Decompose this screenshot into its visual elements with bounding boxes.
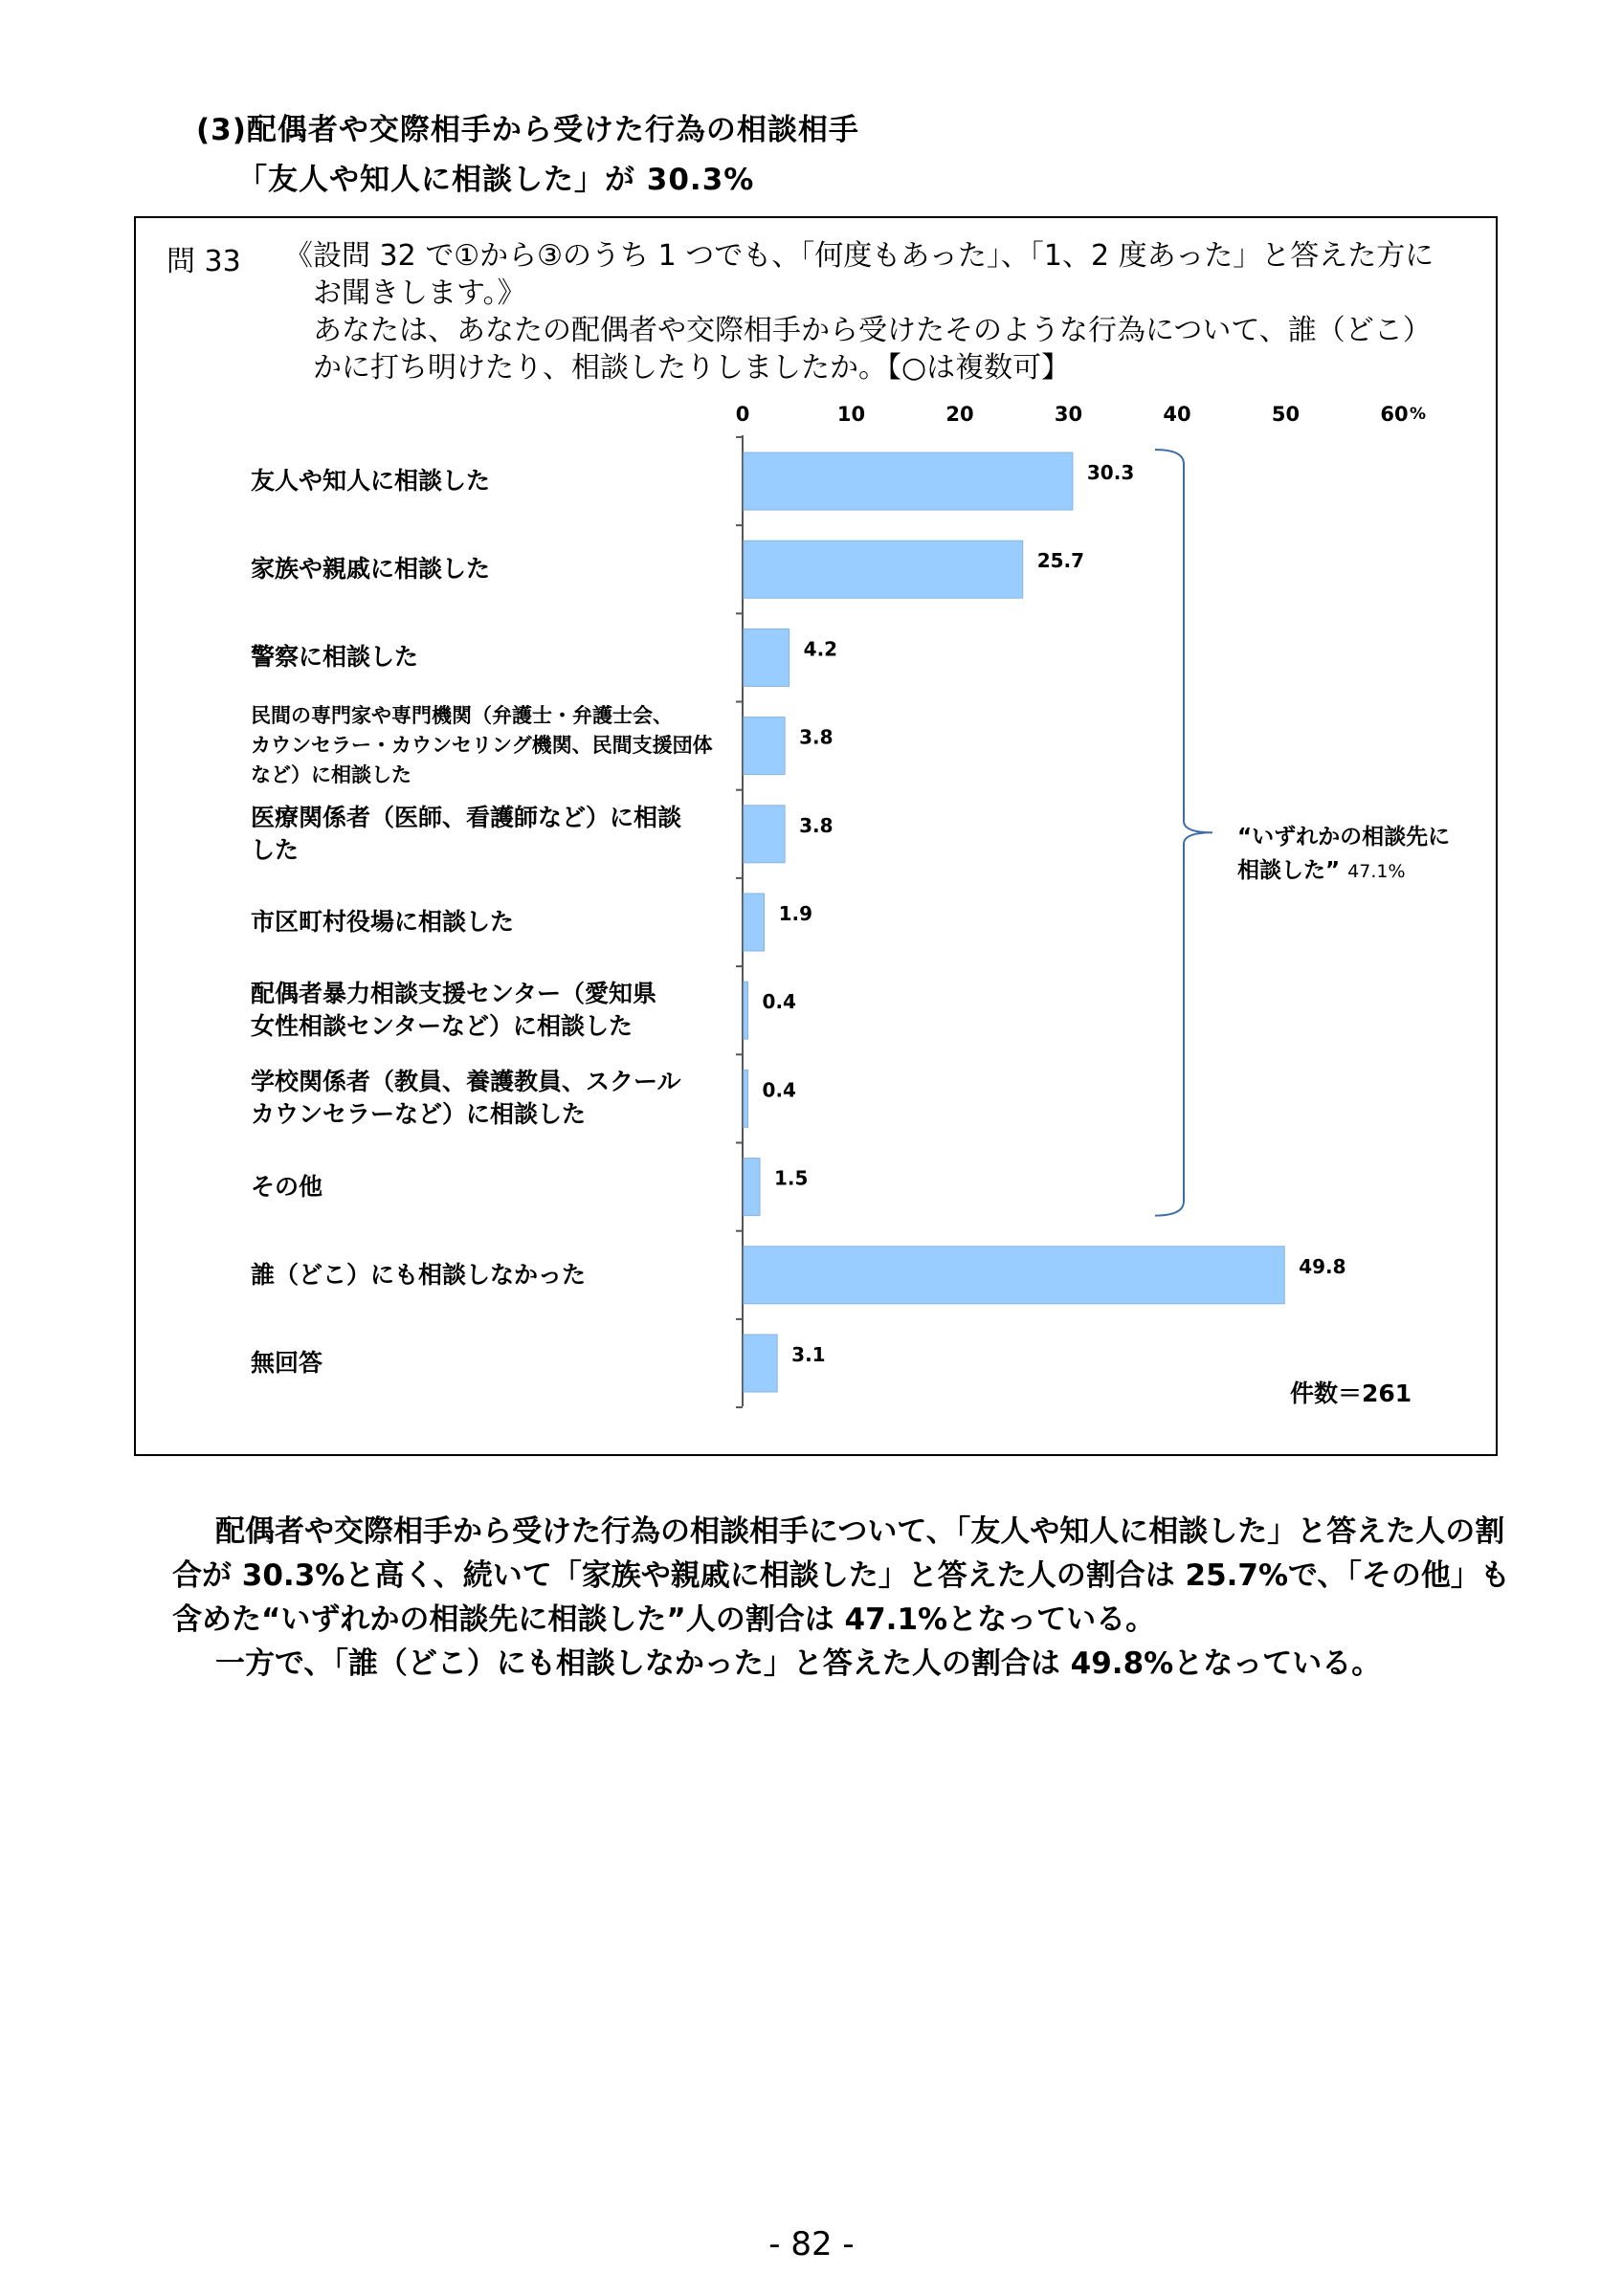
category-label-line: カウンセラーなど）に相談した [251, 1100, 587, 1129]
question-line-4: かに打ち明けたり、相談したりしましたか。【○は複数可】 [313, 351, 1071, 385]
category-label-line: 配偶者暴力相談支援センター（愛知県 [251, 980, 657, 1008]
data-label: 30.3 [1086, 461, 1135, 484]
category-label-line: 無回答 [251, 1349, 323, 1377]
category-label-line: など）に相談した [251, 763, 411, 787]
category-label-line: 誰（どこ）にも相談しなかった [251, 1260, 587, 1289]
x-tick-label: 60 [1380, 403, 1409, 426]
bar [744, 1335, 777, 1392]
section-heading: (3)配偶者や交際相手から受けた行為の相談相手 [196, 113, 859, 147]
bar [744, 982, 748, 1039]
data-label: 0.4 [762, 990, 796, 1014]
category-label-line: 医療関係者（医師、看護師など）に相談 [251, 803, 682, 831]
x-unit-label: % [1410, 405, 1427, 424]
data-label: 3.8 [799, 813, 834, 837]
section-subheading: 「友人や知人に相談した」が 30.3% [237, 163, 755, 197]
bar [744, 541, 1023, 598]
data-label: 25.7 [1036, 549, 1085, 573]
bar [744, 718, 785, 775]
x-tick-label: 30 [1054, 403, 1083, 426]
sample-count: 件数＝261 [1290, 1380, 1412, 1407]
bar [744, 806, 785, 863]
category-label-line: した [251, 835, 300, 864]
bar [744, 453, 1073, 510]
data-label: 49.8 [1299, 1254, 1346, 1278]
bracket-note [1237, 821, 1450, 889]
category-label-line: 市区町村役場に相談した [251, 908, 515, 936]
bar [744, 1247, 1284, 1304]
bar [744, 629, 789, 686]
question-line-1: 《設問 32 で①から③のうち 1 つでも、「何度もあった」、「1、2 度あった」と答えた方に [284, 239, 1434, 273]
bar [744, 1159, 760, 1216]
bar [744, 894, 765, 951]
x-tick-label: 10 [836, 403, 866, 426]
bar [744, 1070, 748, 1127]
question-line-3: あなたは、あなたの配偶者や交際相手から受けたそのような行為について、誰（どこ） [313, 314, 1432, 347]
x-tick-label: 50 [1271, 403, 1301, 426]
data-label: 0.4 [762, 1078, 796, 1102]
data-label: 1.9 [778, 902, 813, 925]
x-tick-label: 40 [1163, 403, 1191, 426]
category-label-line: 友人や知人に相談した [251, 467, 491, 495]
x-tick-label: 0 [735, 403, 750, 426]
summary-text [172, 1510, 1531, 1686]
bracket-note-line-2 [1237, 854, 1450, 889]
bracket-note-value: 47.1% [1347, 861, 1406, 882]
question-line-2: お聞きします。》 [313, 276, 526, 310]
category-label-line: 家族や親戚に相談した [251, 555, 491, 584]
category-label-line: その他 [251, 1172, 323, 1201]
data-label: 1.5 [774, 1166, 809, 1190]
category-label-line: 学校関係者（教員、養護教員、スクール [251, 1068, 681, 1096]
category-label-line: 警察に相談した [251, 643, 419, 672]
category-label-line: 民間の専門家や専門機関（弁護士・弁護士会、 [251, 704, 673, 728]
data-label: 3.8 [799, 725, 834, 749]
bracket [1155, 450, 1212, 1216]
data-label: 3.1 [791, 1343, 826, 1366]
x-tick-label: 20 [945, 403, 974, 426]
data-label: 4.2 [803, 637, 838, 661]
summary-paragraph-1: 配偶者や交際相手から受けた行為の相談相手について、「友人や知人に相談した」と答えた人の割合が 30.3%と高く、続いて「家族や親戚に相談した」と答えた人の割合は 25.7%で、「その他」も含めた“いずれかの相談先に相談した”人の割合は 47.1%となっている。 [172, 1514, 1510, 1637]
bracket-note-text: 相談した” [1237, 858, 1341, 883]
page-number: - 82 - [768, 2225, 855, 2263]
bracket-note-line-1: “いずれかの相談先に [1237, 825, 1451, 850]
category-label-line: 女性相談センターなど）に相談した [251, 1012, 634, 1041]
summary-paragraph-2: 一方で、「誰（どこ）にも相談しなかった」と答えた人の割合は 49.8%となっている。 [215, 1646, 1382, 1681]
question-number: 問 33 [167, 245, 241, 278]
category-label-line: カウンセラー・カウンセリング機関、民間支援団体 [251, 734, 713, 758]
